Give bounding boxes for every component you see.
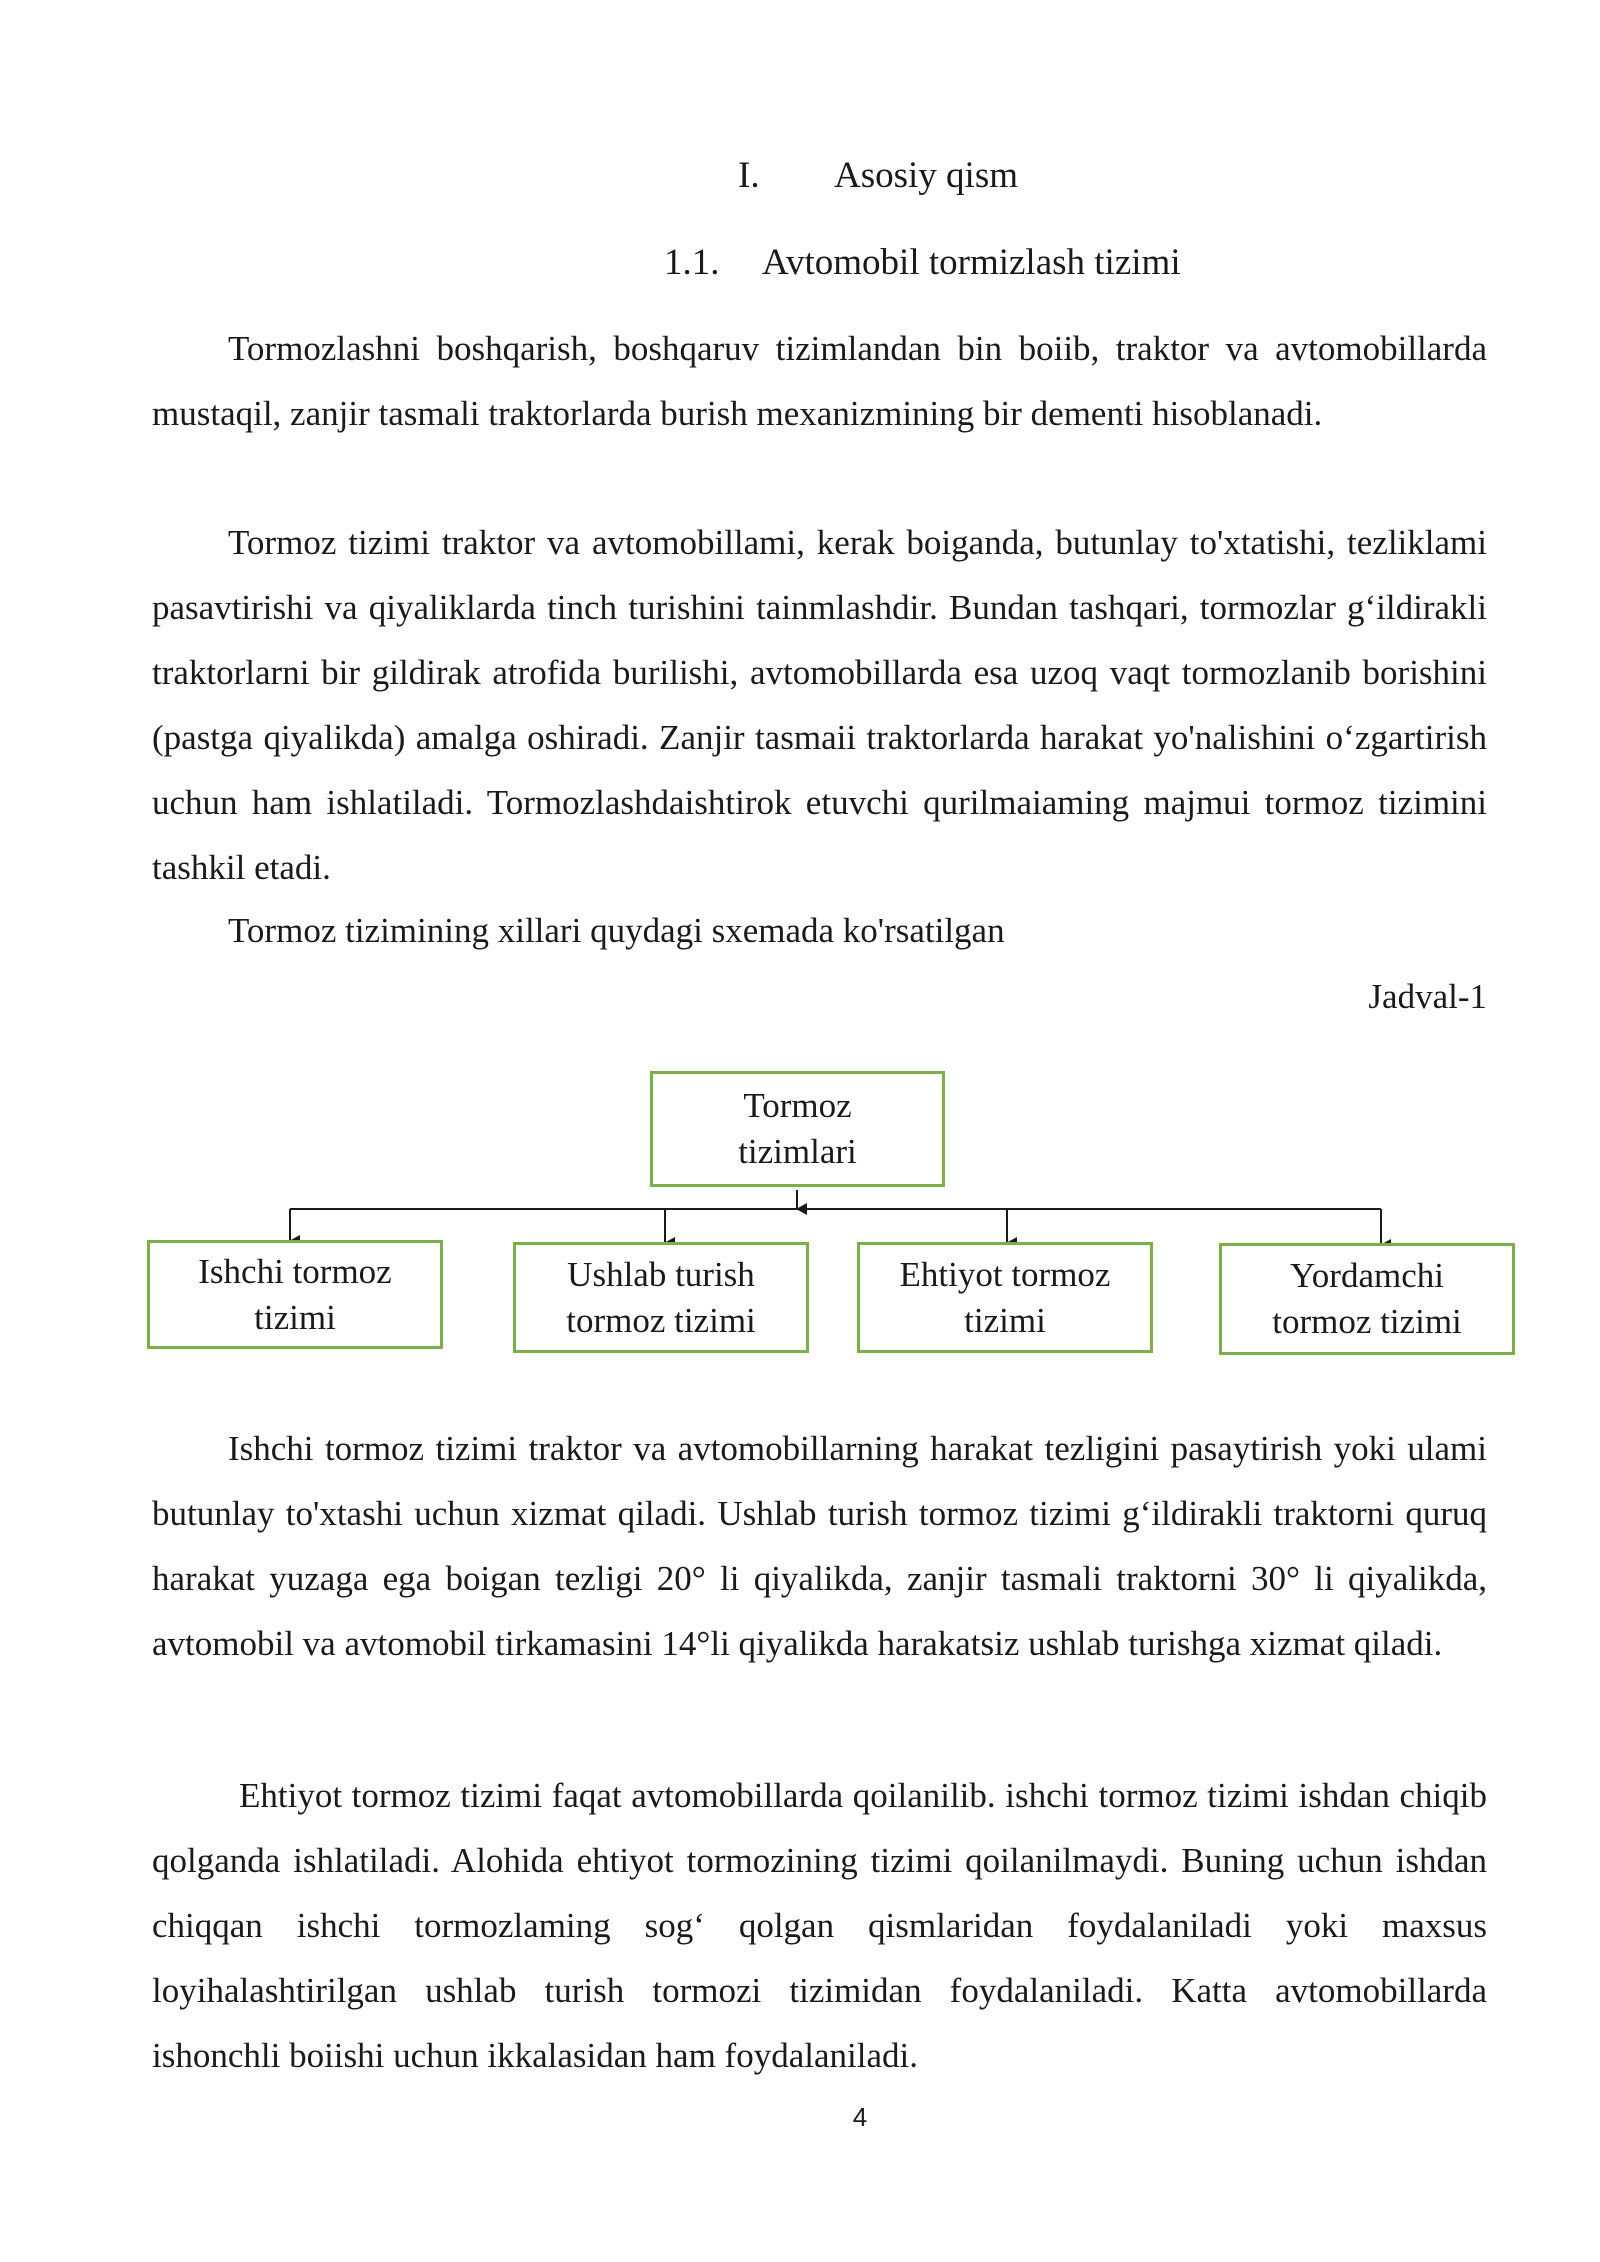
diagram-box-ehtiyot [857, 1242, 1153, 1353]
diagram-box-yordamchi [1219, 1243, 1515, 1355]
box-line-1: Ehtiyot tormoz [899, 1254, 1111, 1294]
paragraph-1: Tormozlashni boshqarish, boshqaruv tizimlandan bin boiib, traktor va avtomobillarda mustaqil, zanjir tasmali traktorlarda burish mexanizmining bir dementi hisoblanadi. [152, 329, 1487, 433]
box-line-1: Ishchi tormoz [198, 1251, 392, 1291]
box-line-2: tizimi [254, 1297, 336, 1337]
subsection-title: Avtomobil tormizlash tizimi [762, 242, 1181, 283]
box-line-2: tormoz tizimi [566, 1300, 756, 1340]
box-line-1: Ushlab turish [567, 1254, 755, 1294]
root-line-2: tizimlari [738, 1132, 857, 1171]
paragraph-2: Tormoz tizimi traktor va avtomobillami, kerak boiganda, butunlay to'xtatishi, tezliklami pasavtirishi va qiyaliklarda tinch turishini tainmlashdir. Bundan tashqari, tormozlar g‘ildirakli traktorlarni bir gildirak atrofida burilishi, avtomobillarda esa uzoq vaqt tormozlanib borishini (pastga qiyalikda) amalga oshiradi. Zanjir tasmaii traktorlarda harakat yo'nalishini o‘zgartirish uchun ham ishlatiladi. Tormozlashdaishtirok etuvchi qurilmaiaming majmui tormoz tizimini tashkil etadi. [152, 523, 1487, 887]
paragraph-5: Ehtiyot tormoz tizimi faqat avtomobillarda qoilanilib. ishchi tormoz tizimi ishdan chiqib qolganda ishlatiladi. Alohida ehtiyot tormozining tizimi qoilanilmaydi. Buning uchun ishdan chiqqan ishchi tormozlaming sog‘ qolgan qismlaridan foydalaniladi yoki maxsus loyihalashtirilgan ushlab turish tormozi tizimidan foydalaniladi. Katta avtomobillarda ishonchli boiishi uchun ikkalasidan ham foydalaniladi. [152, 1776, 1487, 2075]
subsection-number: 1.1. [664, 242, 720, 283]
paragraph-3: Tormoz tizimining xillari quydagi sxemada ko'rsatilgan [228, 911, 1005, 950]
root-line-1: Tormoz [743, 1086, 852, 1125]
diagram-root-box [650, 1071, 945, 1187]
table-caption: Jadval-1 [1368, 977, 1487, 1016]
section-title: Asosiy qism [834, 155, 1019, 196]
diagram-box-ushlab [513, 1242, 809, 1353]
page-number: 4 [852, 2102, 868, 2132]
box-line-1: Yordamchi [1290, 1256, 1444, 1295]
box-line-2: tizimi [964, 1300, 1046, 1340]
paragraph-4: Ishchi tormoz tizimi traktor va avtomobillarning harakat tezligini pasaytirish yoki ulami butunlay to'xtashi uchun xizmat qiladi. Ushlab turish tormoz tizimi g‘ildirakli traktorni quruq harakat yuzaga ega boigan tezligi 20° li qiyalikda, zanjir tasmali traktorni 30° li qiyalikda, avtomobil va avtomobil tirkamasini 14°li qiyalikda harakatsiz ushlab turishga xizmat qiladi. [152, 1429, 1487, 1663]
diagram-box-ishchi [147, 1240, 443, 1349]
box-line-2: tormoz tizimi [1272, 1302, 1462, 1341]
section-number: I. [738, 155, 760, 196]
